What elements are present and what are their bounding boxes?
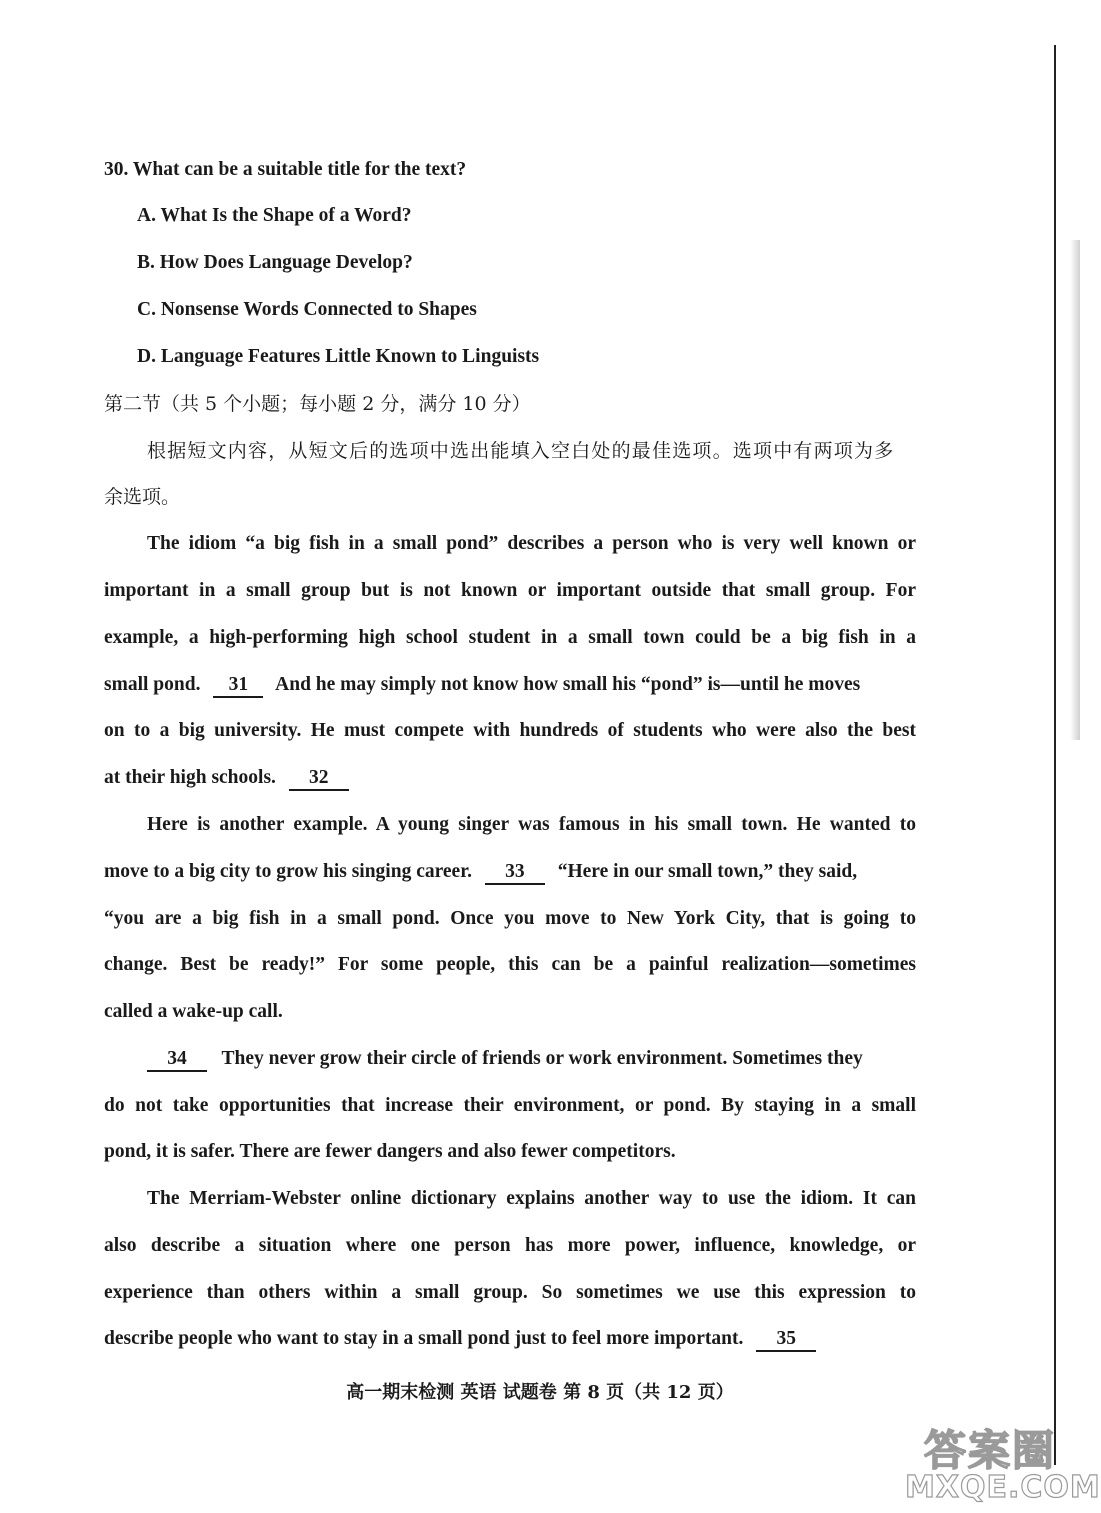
p2-line-5: called a wake-up call. (104, 1001, 283, 1022)
p3-line-1 (147, 1046, 959, 1072)
option-c: C. Nonsense Words Connected to Shapes (137, 299, 477, 320)
instruction-line-1: 根据短文内容，从短文后的选项中选出能填入空白处的最佳选项。选项中有两项为多 (147, 440, 895, 462)
p4-line-2: also describe a situation where one person has more power, influence, knowledge, or (104, 1235, 916, 1256)
p4-line-4-pre: describe people who want to stay in a small pond just to feel more important. (104, 1328, 744, 1349)
scan-edge-shadow (1070, 240, 1080, 740)
question-30-stem: 30. What can be a suitable title for the text? (104, 159, 467, 180)
p1-line-3: example, a high-performing high school student in a small town could be a big fish in a (104, 627, 916, 648)
blank-35: 35 (756, 1328, 816, 1352)
p2-line-3: “you are a big fish in a small pond. Once you move to New York City, that is going to (104, 908, 916, 929)
p1-line-1: The idiom “a big fish in a small pond” describes a person who is very well known or (147, 533, 916, 554)
p3-line-3: pond, it is safer. There are fewer dangers and also fewer competitors. (104, 1141, 676, 1162)
blank-32: 32 (289, 767, 349, 791)
watermark-top-text: 答案圈 (923, 1426, 1056, 1475)
p4-line-1: The Merriam-Webster online dictionary explains another way to use the idiom. It can (147, 1188, 916, 1209)
p3-line-2: do not take opportunities that increase their environment, or pond. By staying in a small (104, 1095, 916, 1116)
blank-31: 31 (213, 674, 263, 698)
p2-line-1: Here is another example. A young singer was famous in his small town. He wanted to (147, 814, 916, 835)
p2-line-4: change. Best be ready!” For some people, this can be a painful realization—sometimes (104, 954, 916, 975)
section-heading: 第二节（共 5 个小题；每小题 2 分，满分 10 分） (104, 393, 531, 415)
option-b: B. How Does Language Develop? (137, 252, 413, 273)
instruction-line-2: 余选项。 (104, 486, 181, 508)
watermark-logo (905, 1418, 1101, 1508)
option-a: A. What Is the Shape of a Word? (137, 205, 412, 226)
p2-line-2-post: “Here in our small town,” they said, (557, 861, 858, 882)
p1-line-2: important in a small group but is not known or important outside that small group. For (104, 580, 916, 601)
p1-line-6-pre: at their high schools. (104, 767, 276, 788)
p4-line-4 (104, 1326, 916, 1352)
p1-line-4 (104, 672, 916, 698)
p2-line-2-pre: move to a big city to grow his singing career. (104, 861, 472, 882)
blank-33: 33 (485, 861, 545, 885)
p1-line-4-pre: small pond. (104, 674, 201, 695)
page-edge-rule (1054, 45, 1056, 1465)
p2-line-2 (104, 859, 916, 885)
p1-line-5: on to a big university. He must compete with hundreds of students who were also the best (104, 720, 916, 741)
p1-line-6 (104, 765, 916, 791)
p3-line-1-post: They never grow their circle of friends or work environment. Sometimes they (221, 1048, 863, 1069)
watermark-bottom-text: MXQE.COM (905, 1470, 1101, 1505)
option-d: D. Language Features Little Known to Linguists (137, 346, 540, 367)
p1-line-4-post: And he may simply not know how small his “pond” is—until he moves (275, 674, 861, 695)
p4-line-3: experience than others within a small group. So sometimes we use this expression to (104, 1282, 916, 1303)
page-footer: 高一期末检测 英语 试题卷 第 8 页（共 12 页） (346, 1382, 734, 1403)
blank-34: 34 (147, 1048, 207, 1072)
